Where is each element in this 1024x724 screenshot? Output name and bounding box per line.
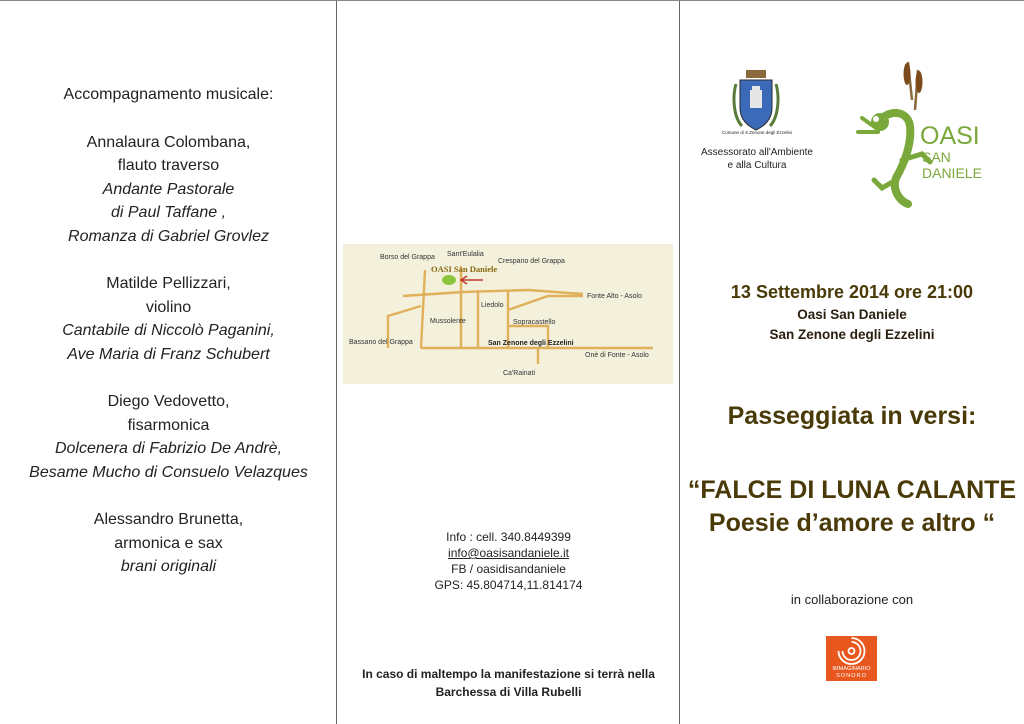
map-label: San Zenone degli Ezzelini <box>488 340 574 347</box>
location-line: San Zenone degli Ezzelini <box>769 327 935 342</box>
musician-piece: Dolcenera di Fabrizio De Andrè, <box>54 440 283 457</box>
info-facebook: FB / oasidisandaniele <box>451 562 566 576</box>
musician-piece: Andante Pastorale <box>102 180 235 198</box>
poem-title <box>680 474 1024 540</box>
info-email-link[interactable]: info@oasisandaniele.it <box>448 546 569 560</box>
musician-block <box>0 272 337 366</box>
map-label: Ca'Rainati <box>503 370 536 377</box>
info-phone: Info : cell. 340.8449399 <box>446 530 571 544</box>
poem-title-line: “FALCE DI LUNA CALANTE <box>687 476 1017 504</box>
musician-name: Matilde Pellizzari, <box>106 275 231 292</box>
musician-name: Annalaura Colombana, <box>86 133 251 151</box>
oasi-marker <box>442 275 456 285</box>
event-date: 13 Settembre 2014 ore 21:00 <box>730 282 974 302</box>
assessorato-line: Assessorato all'Ambiente <box>701 147 813 158</box>
poem-title-line: Poesie d’amore e altro “ <box>708 509 996 537</box>
map-label: Sopracastello <box>513 319 556 326</box>
musician-instrument: violino <box>145 298 192 316</box>
musician-instrument: armonica e sax <box>114 534 223 552</box>
immaginario-sonoro-logo <box>826 636 877 681</box>
map-roads <box>388 266 653 364</box>
map-label: Sant'Eulalia <box>447 251 484 258</box>
logo-word-oasi: OASI <box>920 122 980 150</box>
notice-line: Barchessa di Villa Rubelli <box>435 685 582 699</box>
logo-word-san: SAN <box>922 149 951 165</box>
weather-notice <box>340 665 677 701</box>
musician-piece: di Paul Taffane , <box>110 204 227 221</box>
musician-piece: Cantabile di Niccolò Paganini, <box>62 322 275 339</box>
contact-info <box>340 529 677 593</box>
location-line: Oasi San Daniele <box>797 307 907 322</box>
spiral-icon <box>839 638 865 664</box>
musician-block <box>0 390 337 484</box>
musician-piece: Ave Maria di Franz Schubert <box>67 345 270 363</box>
oasi-san-daniele-logo <box>852 60 992 212</box>
partner-word: IMMAGINARIO <box>832 666 871 672</box>
musician-name: Diego Vedovetto, <box>107 393 230 410</box>
notice-line: In caso di maltempo la manifestazione si terrà nella <box>362 667 655 681</box>
musician-piece: Romanza di Gabriel Grovlez <box>68 227 269 245</box>
event-location <box>680 305 1024 345</box>
musician-name: Alessandro Brunetta, <box>93 511 244 528</box>
map-label: Mussolente <box>430 318 466 325</box>
map-label: Crespano del Grappa <box>498 258 565 265</box>
assessorato-line: e alla Cultura <box>727 160 787 171</box>
musician-block <box>0 131 337 249</box>
map-label: Fonte Alto - Asolo <box>587 293 642 300</box>
info-gps: GPS: 45.804714,11.814174 <box>434 578 583 592</box>
music-heading: Accompagnamento musicale: <box>63 86 274 103</box>
event-title: Passeggiata in versi: <box>727 402 977 430</box>
musician-block <box>0 508 337 579</box>
partner-word: SONORO <box>836 673 867 679</box>
location-map <box>343 244 673 384</box>
comune-label: Comune di S.Zenone degli Ezzelini <box>721 130 793 135</box>
map-label: Borso del Grappa <box>380 254 435 261</box>
map-label-oasi: OASI San Daniele <box>431 264 498 274</box>
musician-piece: brani originali <box>120 558 217 575</box>
arrow-icon <box>461 276 483 284</box>
logo-word-daniele: DANIELE <box>922 165 982 181</box>
map-label: Bassano del Grappa <box>349 339 413 346</box>
musician-piece: Besame Mucho di Consuelo Velazques <box>29 463 308 481</box>
assessorato-text <box>690 146 824 172</box>
musician-instrument: fisarmonica <box>127 416 210 434</box>
musician-instrument: flauto traverso <box>117 157 220 174</box>
map-label: Onè di Fonte - Asolo <box>585 352 649 359</box>
collaboration-text: in collaborazione con <box>790 592 914 607</box>
music-credits <box>0 83 337 603</box>
map-label: Liedolo <box>481 302 504 309</box>
